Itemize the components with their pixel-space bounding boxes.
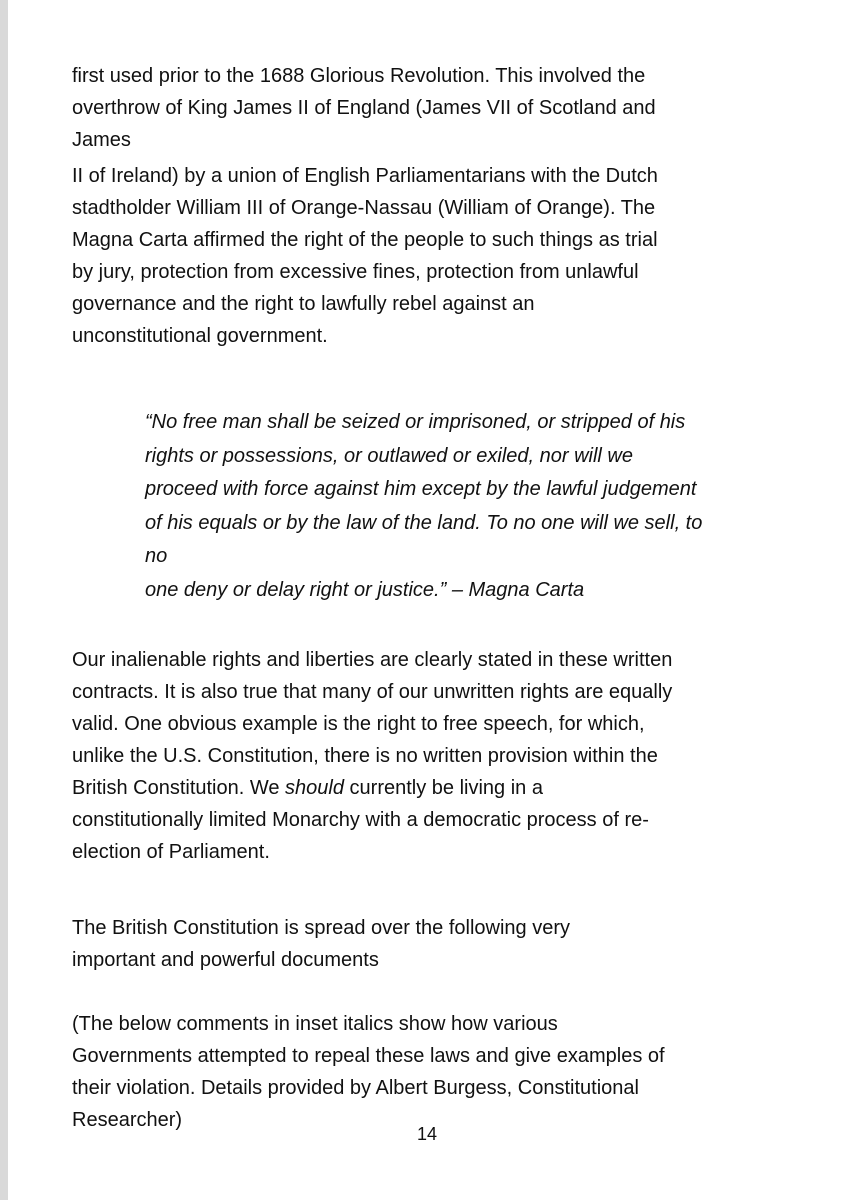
emphasized-word: should — [285, 777, 344, 799]
quote-line: “No free man shall be seized or imprisoned, or stripped of his — [145, 411, 686, 433]
text-line: valid. One obvious example is the right to free speech, for which, — [72, 713, 645, 735]
quote-line: rights or possessions, or outlawed or exiled, nor will we — [145, 444, 633, 467]
magna-carta-quote — [145, 406, 785, 608]
text-line: Our inalienable rights and liberties are clearly stated in these written — [72, 649, 673, 671]
text-line: overthrow of King James II of England (James VII of Scotland and — [72, 97, 656, 119]
text-line: first used prior to the 1688 Glorious Revolution. This involved the — [72, 65, 646, 87]
text-line: their violation. Details provided by Albert Burgess, Constitutional — [72, 1077, 639, 1099]
text-run: British Constitution. We — [72, 777, 286, 799]
text-line: unconstitutional government. — [72, 325, 328, 347]
paragraph-constitution-documents — [72, 912, 752, 976]
text-line: Researcher) — [72, 1109, 183, 1131]
text-line: II of Ireland) by a union of English Parliamentarians with the Dutch — [72, 165, 658, 187]
text-line: (The below comments in inset italics show how various — [72, 1013, 558, 1035]
text-line: constitutionally limited Monarchy with a democratic process of re- — [72, 809, 649, 831]
text-run: currently be living in a — [343, 777, 543, 799]
paragraph-inset-comments-note — [72, 1008, 752, 1136]
text-line: by jury, protection from excessive fines, protection from unlawful — [72, 261, 639, 283]
text-line: governance and the right to lawfully rebel against an — [72, 293, 535, 315]
quote-line: no — [145, 545, 168, 568]
text-line: contracts. It is also true that many of our unwritten rights are equally — [72, 681, 673, 703]
text-line: Magna Carta affirmed the right of the people to such things as trial — [72, 229, 658, 251]
text-line — [72, 772, 752, 804]
text-line: unlike the U.S. Constitution, there is no written provision within the — [72, 745, 658, 767]
page-number: 14 — [417, 1124, 438, 1144]
text-line: James — [72, 129, 131, 151]
document-page — [8, 0, 854, 1200]
paragraph-inalienable-rights — [72, 644, 752, 868]
quote-line: one deny or delay right or justice.” – Magna Carta — [145, 578, 585, 601]
text-line: Governments attempted to repeal these laws and give examples of — [72, 1045, 665, 1067]
text-line: The British Constitution is spread over the following very — [72, 917, 571, 939]
paragraph-glorious-revolution — [72, 60, 752, 352]
text-line: stadtholder William III of Orange-Nassau (William of Orange). The — [72, 197, 656, 219]
text-line: important and powerful documents — [72, 949, 379, 971]
quote-line: of his equals or by the law of the land. To no one will we sell, to — [145, 511, 703, 534]
text-line: election of Parliament. — [72, 841, 270, 863]
quote-line: proceed with force against him except by the lawful judgement — [145, 478, 697, 501]
